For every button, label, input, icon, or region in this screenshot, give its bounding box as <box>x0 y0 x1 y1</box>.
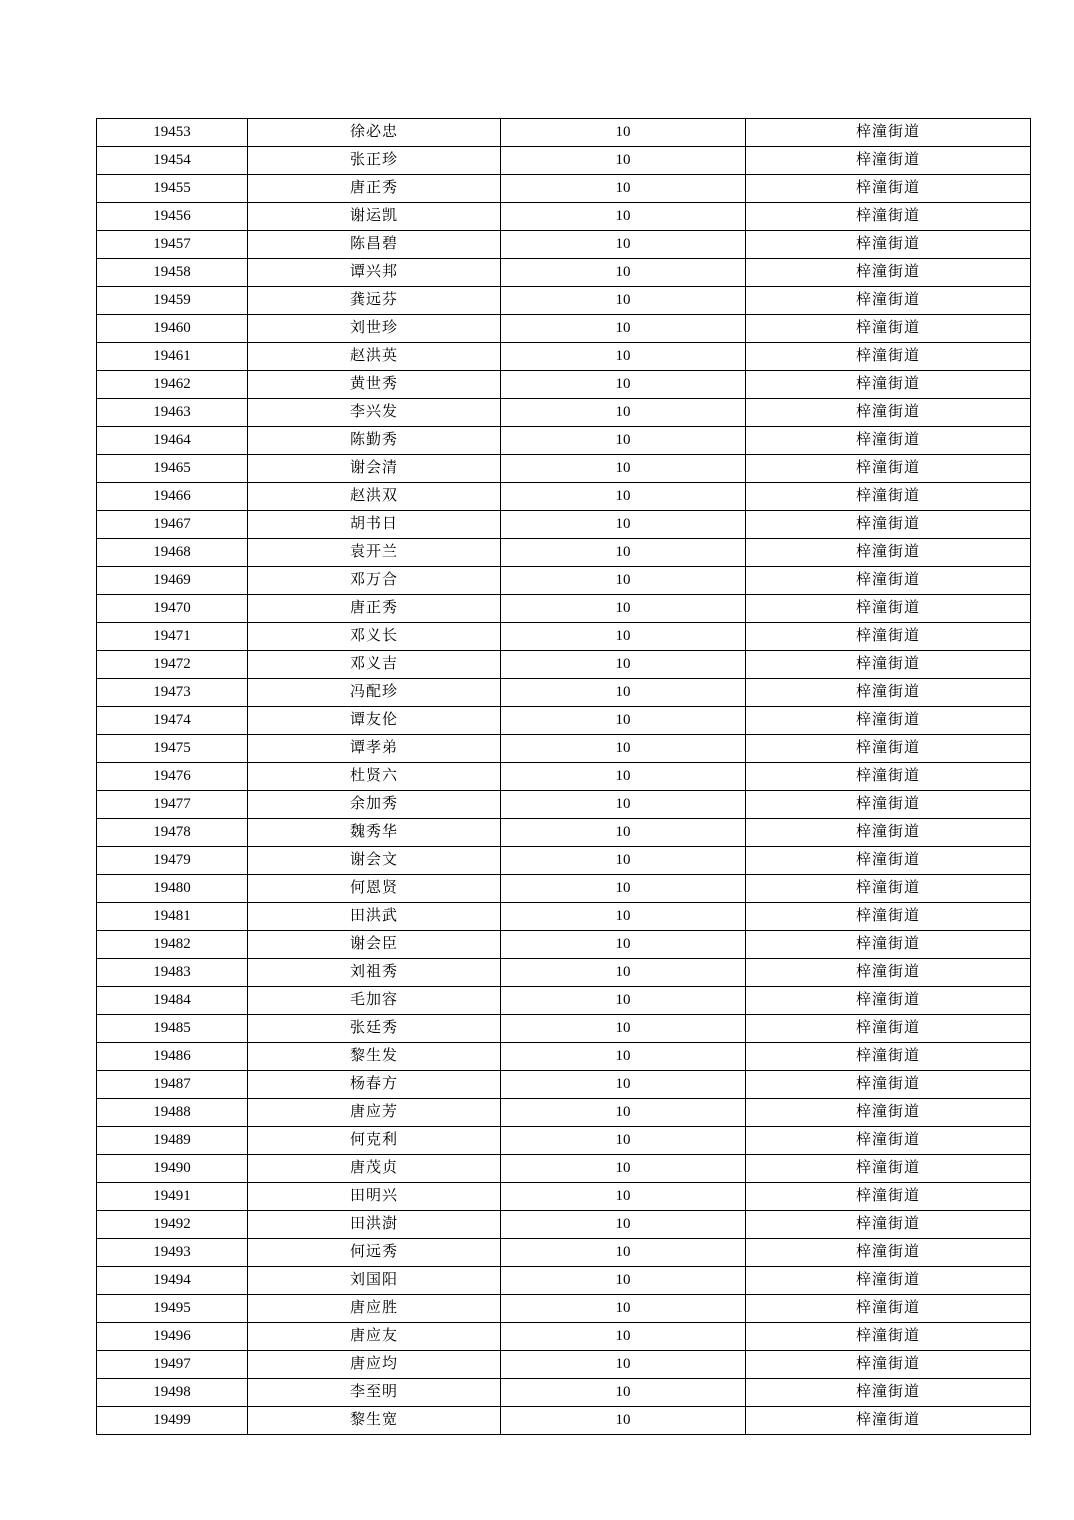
cell-number: 10 <box>501 987 746 1015</box>
cell-id: 19489 <box>97 1127 248 1155</box>
table-row <box>97 791 1031 819</box>
table-row <box>97 875 1031 903</box>
cell-area: 梓潼街道 <box>746 763 1031 791</box>
cell-area: 梓潼街道 <box>746 343 1031 371</box>
table-row <box>97 679 1031 707</box>
cell-id: 19483 <box>97 959 248 987</box>
cell-number: 10 <box>501 959 746 987</box>
table-row <box>97 287 1031 315</box>
cell-area: 梓潼街道 <box>746 1071 1031 1099</box>
table-row <box>97 1239 1031 1267</box>
cell-name: 唐应均 <box>248 1351 501 1379</box>
table-row <box>97 1015 1031 1043</box>
cell-name: 田洪武 <box>248 903 501 931</box>
cell-id: 19455 <box>97 175 248 203</box>
cell-number: 10 <box>501 931 746 959</box>
cell-number: 10 <box>501 1043 746 1071</box>
cell-number: 10 <box>501 259 746 287</box>
cell-area: 梓潼街道 <box>746 1155 1031 1183</box>
cell-name: 刘世珍 <box>248 315 501 343</box>
cell-area: 梓潼街道 <box>746 1351 1031 1379</box>
cell-id: 19499 <box>97 1407 248 1435</box>
cell-name: 谭兴邦 <box>248 259 501 287</box>
table-row <box>97 147 1031 175</box>
cell-area: 梓潼街道 <box>746 231 1031 259</box>
table-row <box>97 959 1031 987</box>
table-row <box>97 987 1031 1015</box>
cell-area: 梓潼街道 <box>746 315 1031 343</box>
cell-name: 毛加容 <box>248 987 501 1015</box>
cell-name: 张正珍 <box>248 147 501 175</box>
cell-name: 唐应胜 <box>248 1295 501 1323</box>
cell-name: 谢会清 <box>248 455 501 483</box>
cell-name: 何远秀 <box>248 1239 501 1267</box>
cell-name: 邓义长 <box>248 623 501 651</box>
table-row <box>97 539 1031 567</box>
cell-number: 10 <box>501 231 746 259</box>
cell-id: 19467 <box>97 511 248 539</box>
cell-name: 黄世秀 <box>248 371 501 399</box>
cell-id: 19495 <box>97 1295 248 1323</box>
cell-id: 19462 <box>97 371 248 399</box>
cell-name: 冯配珍 <box>248 679 501 707</box>
cell-name: 谢会臣 <box>248 931 501 959</box>
cell-id: 19459 <box>97 287 248 315</box>
table-row <box>97 455 1031 483</box>
cell-number: 10 <box>501 903 746 931</box>
cell-name: 张廷秀 <box>248 1015 501 1043</box>
cell-name: 邓万合 <box>248 567 501 595</box>
cell-area: 梓潼街道 <box>746 903 1031 931</box>
table-row <box>97 931 1031 959</box>
table-row <box>97 371 1031 399</box>
table-row <box>97 1295 1031 1323</box>
cell-id: 19477 <box>97 791 248 819</box>
cell-id: 19481 <box>97 903 248 931</box>
table-row <box>97 1351 1031 1379</box>
cell-id: 19474 <box>97 707 248 735</box>
cell-number: 10 <box>501 1323 746 1351</box>
cell-id: 19473 <box>97 679 248 707</box>
cell-id: 19476 <box>97 763 248 791</box>
cell-number: 10 <box>501 791 746 819</box>
table-row <box>97 1043 1031 1071</box>
table-row <box>97 511 1031 539</box>
cell-id: 19468 <box>97 539 248 567</box>
cell-area: 梓潼街道 <box>746 427 1031 455</box>
cell-id: 19493 <box>97 1239 248 1267</box>
cell-number: 10 <box>501 147 746 175</box>
table-row <box>97 707 1031 735</box>
table-row <box>97 847 1031 875</box>
cell-name: 黎生宽 <box>248 1407 501 1435</box>
cell-area: 梓潼街道 <box>746 399 1031 427</box>
cell-area: 梓潼街道 <box>746 455 1031 483</box>
cell-number: 10 <box>501 623 746 651</box>
roster-table-body <box>97 119 1031 1435</box>
cell-name: 谭友伦 <box>248 707 501 735</box>
cell-name: 李兴发 <box>248 399 501 427</box>
cell-id: 19485 <box>97 1015 248 1043</box>
table-row <box>97 231 1031 259</box>
cell-number: 10 <box>501 1127 746 1155</box>
table-row <box>97 1407 1031 1435</box>
cell-name: 唐正秀 <box>248 175 501 203</box>
cell-name: 龚远芬 <box>248 287 501 315</box>
cell-number: 10 <box>501 1155 746 1183</box>
table-row <box>97 567 1031 595</box>
cell-number: 10 <box>501 735 746 763</box>
cell-name: 唐应芳 <box>248 1099 501 1127</box>
cell-id: 19466 <box>97 483 248 511</box>
cell-id: 19498 <box>97 1379 248 1407</box>
cell-id: 19488 <box>97 1099 248 1127</box>
cell-id: 19471 <box>97 623 248 651</box>
cell-id: 19494 <box>97 1267 248 1295</box>
cell-area: 梓潼街道 <box>746 1015 1031 1043</box>
table-row <box>97 119 1031 147</box>
cell-area: 梓潼街道 <box>746 651 1031 679</box>
cell-area: 梓潼街道 <box>746 1239 1031 1267</box>
cell-name: 何克利 <box>248 1127 501 1155</box>
cell-area: 梓潼街道 <box>746 595 1031 623</box>
cell-area: 梓潼街道 <box>746 847 1031 875</box>
cell-number: 10 <box>501 371 746 399</box>
cell-name: 唐应友 <box>248 1323 501 1351</box>
table-row <box>97 175 1031 203</box>
cell-id: 19478 <box>97 819 248 847</box>
cell-id: 19491 <box>97 1183 248 1211</box>
cell-name: 何恩贤 <box>248 875 501 903</box>
cell-id: 19479 <box>97 847 248 875</box>
cell-name: 陈勤秀 <box>248 427 501 455</box>
cell-id: 19492 <box>97 1211 248 1239</box>
cell-area: 梓潼街道 <box>746 567 1031 595</box>
cell-area: 梓潼街道 <box>746 735 1031 763</box>
cell-name: 田洪澍 <box>248 1211 501 1239</box>
table-row <box>97 427 1031 455</box>
cell-number: 10 <box>501 511 746 539</box>
cell-area: 梓潼街道 <box>746 1407 1031 1435</box>
cell-area: 梓潼街道 <box>746 1127 1031 1155</box>
cell-area: 梓潼街道 <box>746 1379 1031 1407</box>
cell-name: 袁开兰 <box>248 539 501 567</box>
cell-id: 19486 <box>97 1043 248 1071</box>
cell-number: 10 <box>501 1071 746 1099</box>
cell-id: 19454 <box>97 147 248 175</box>
table-row <box>97 259 1031 287</box>
cell-area: 梓潼街道 <box>746 1183 1031 1211</box>
cell-number: 10 <box>501 1267 746 1295</box>
table-row <box>97 1155 1031 1183</box>
cell-area: 梓潼街道 <box>746 539 1031 567</box>
cell-name: 胡书日 <box>248 511 501 539</box>
cell-number: 10 <box>501 1295 746 1323</box>
cell-name: 唐茂贞 <box>248 1155 501 1183</box>
cell-area: 梓潼街道 <box>746 259 1031 287</box>
cell-name: 余加秀 <box>248 791 501 819</box>
cell-area: 梓潼街道 <box>746 1099 1031 1127</box>
cell-id: 19496 <box>97 1323 248 1351</box>
cell-id: 19463 <box>97 399 248 427</box>
cell-area: 梓潼街道 <box>746 707 1031 735</box>
cell-number: 10 <box>501 455 746 483</box>
cell-id: 19469 <box>97 567 248 595</box>
cell-area: 梓潼街道 <box>746 203 1031 231</box>
cell-area: 梓潼街道 <box>746 987 1031 1015</box>
table-row <box>97 203 1031 231</box>
cell-number: 10 <box>501 343 746 371</box>
cell-name: 杜贤六 <box>248 763 501 791</box>
cell-id: 19458 <box>97 259 248 287</box>
cell-name: 黎生发 <box>248 1043 501 1071</box>
cell-area: 梓潼街道 <box>746 819 1031 847</box>
table-row <box>97 623 1031 651</box>
cell-area: 梓潼街道 <box>746 371 1031 399</box>
cell-id: 19461 <box>97 343 248 371</box>
table-row <box>97 1127 1031 1155</box>
cell-id: 19453 <box>97 119 248 147</box>
cell-id: 19470 <box>97 595 248 623</box>
cell-number: 10 <box>501 567 746 595</box>
cell-area: 梓潼街道 <box>746 175 1031 203</box>
table-row <box>97 1099 1031 1127</box>
cell-area: 梓潼街道 <box>746 119 1031 147</box>
cell-area: 梓潼街道 <box>746 959 1031 987</box>
cell-area: 梓潼街道 <box>746 483 1031 511</box>
cell-number: 10 <box>501 1015 746 1043</box>
table-row <box>97 819 1031 847</box>
cell-number: 10 <box>501 427 746 455</box>
table-row <box>97 1323 1031 1351</box>
cell-number: 10 <box>501 315 746 343</box>
cell-number: 10 <box>501 763 746 791</box>
cell-name: 田明兴 <box>248 1183 501 1211</box>
table-row <box>97 343 1031 371</box>
cell-id: 19464 <box>97 427 248 455</box>
cell-name: 李至明 <box>248 1379 501 1407</box>
cell-area: 梓潼街道 <box>746 623 1031 651</box>
cell-id: 19465 <box>97 455 248 483</box>
roster-table <box>96 118 1031 1435</box>
cell-name: 陈昌碧 <box>248 231 501 259</box>
cell-id: 19484 <box>97 987 248 1015</box>
cell-area: 梓潼街道 <box>746 511 1031 539</box>
cell-number: 10 <box>501 539 746 567</box>
table-row <box>97 483 1031 511</box>
cell-name: 赵洪英 <box>248 343 501 371</box>
cell-name: 魏秀华 <box>248 819 501 847</box>
cell-number: 10 <box>501 1239 746 1267</box>
cell-id: 19497 <box>97 1351 248 1379</box>
cell-area: 梓潼街道 <box>746 287 1031 315</box>
cell-name: 刘国阳 <box>248 1267 501 1295</box>
cell-number: 10 <box>501 175 746 203</box>
cell-number: 10 <box>501 595 746 623</box>
cell-name: 谢运凯 <box>248 203 501 231</box>
cell-area: 梓潼街道 <box>746 1323 1031 1351</box>
cell-name: 刘祖秀 <box>248 959 501 987</box>
table-row <box>97 763 1031 791</box>
cell-name: 徐必忠 <box>248 119 501 147</box>
table-row <box>97 735 1031 763</box>
cell-id: 19460 <box>97 315 248 343</box>
cell-number: 10 <box>501 1407 746 1435</box>
cell-number: 10 <box>501 119 746 147</box>
cell-number: 10 <box>501 1183 746 1211</box>
cell-id: 19475 <box>97 735 248 763</box>
cell-number: 10 <box>501 651 746 679</box>
cell-number: 10 <box>501 1099 746 1127</box>
cell-id: 19472 <box>97 651 248 679</box>
cell-area: 梓潼街道 <box>746 147 1031 175</box>
table-row <box>97 1211 1031 1239</box>
cell-number: 10 <box>501 679 746 707</box>
cell-number: 10 <box>501 875 746 903</box>
cell-area: 梓潼街道 <box>746 875 1031 903</box>
table-row <box>97 903 1031 931</box>
cell-number: 10 <box>501 287 746 315</box>
cell-number: 10 <box>501 399 746 427</box>
table-row <box>97 1183 1031 1211</box>
table-row <box>97 651 1031 679</box>
cell-area: 梓潼街道 <box>746 791 1031 819</box>
cell-name: 唐正秀 <box>248 595 501 623</box>
table-row <box>97 315 1031 343</box>
cell-id: 19487 <box>97 1071 248 1099</box>
cell-name: 谢会文 <box>248 847 501 875</box>
cell-area: 梓潼街道 <box>746 1043 1031 1071</box>
cell-number: 10 <box>501 203 746 231</box>
cell-number: 10 <box>501 1351 746 1379</box>
cell-id: 19456 <box>97 203 248 231</box>
cell-area: 梓潼街道 <box>746 1267 1031 1295</box>
table-row <box>97 595 1031 623</box>
cell-area: 梓潼街道 <box>746 1295 1031 1323</box>
cell-number: 10 <box>501 483 746 511</box>
table-row <box>97 1267 1031 1295</box>
cell-number: 10 <box>501 1211 746 1239</box>
table-row <box>97 1071 1031 1099</box>
cell-number: 10 <box>501 847 746 875</box>
cell-id: 19490 <box>97 1155 248 1183</box>
cell-id: 19457 <box>97 231 248 259</box>
cell-name: 杨春方 <box>248 1071 501 1099</box>
cell-number: 10 <box>501 819 746 847</box>
cell-area: 梓潼街道 <box>746 1211 1031 1239</box>
cell-id: 19482 <box>97 931 248 959</box>
cell-name: 赵洪双 <box>248 483 501 511</box>
cell-number: 10 <box>501 1379 746 1407</box>
cell-name: 邓义吉 <box>248 651 501 679</box>
cell-name: 谭孝弟 <box>248 735 501 763</box>
cell-number: 10 <box>501 707 746 735</box>
cell-area: 梓潼街道 <box>746 931 1031 959</box>
cell-id: 19480 <box>97 875 248 903</box>
table-row <box>97 1379 1031 1407</box>
table-row <box>97 399 1031 427</box>
cell-area: 梓潼街道 <box>746 679 1031 707</box>
